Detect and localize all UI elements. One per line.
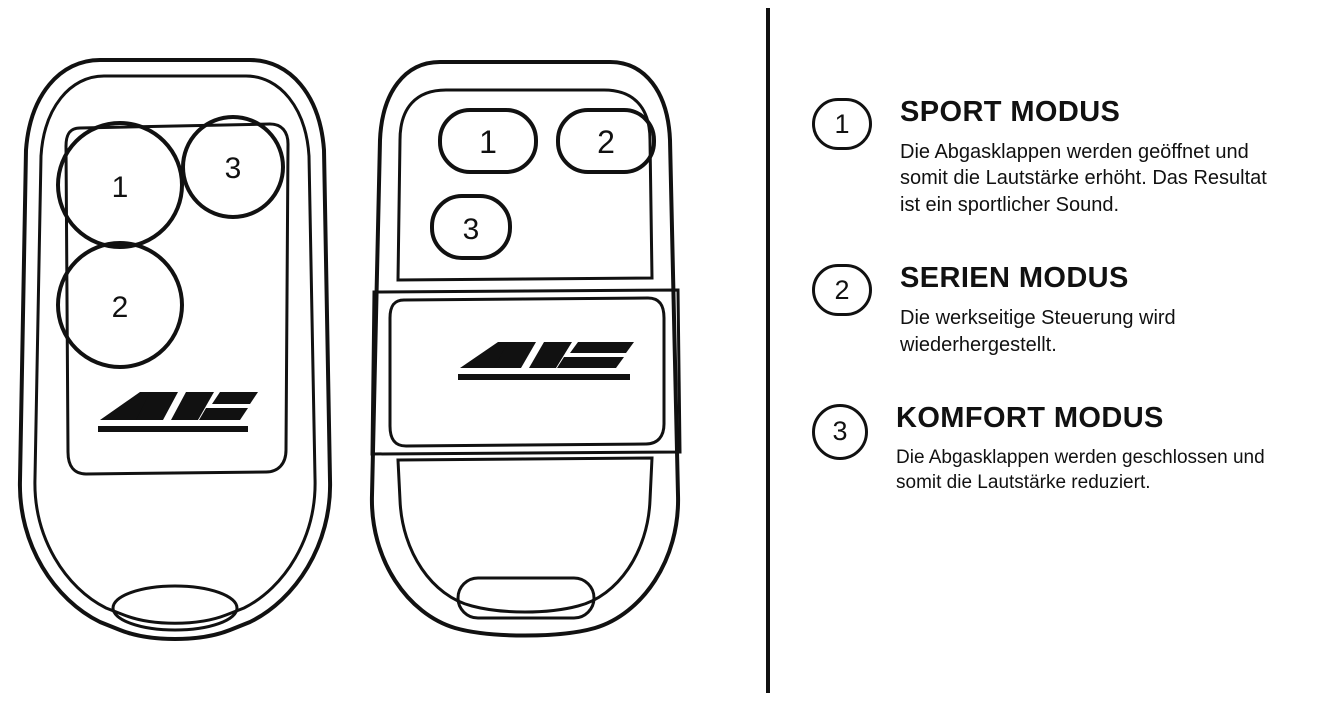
mode-legend	[812, 96, 1312, 539]
svg-text:1: 1	[111, 171, 129, 204]
svg-text:1: 1	[479, 124, 497, 160]
svg-text:3: 3	[462, 213, 480, 246]
badge-2: 2	[812, 264, 872, 316]
legend-item-serien-modus	[812, 262, 1312, 358]
badge-1: 1	[812, 98, 872, 150]
legend-item-komfort-modus	[812, 402, 1312, 495]
asr-logo-left	[98, 392, 258, 432]
legend-item-sport-modus	[812, 96, 1312, 218]
svg-text:2: 2	[111, 291, 129, 324]
legend-text-1	[900, 96, 1292, 218]
svg-text:2: 2	[597, 124, 615, 160]
legend-title-1: SPORT MODUS	[900, 96, 1121, 128]
svg-text:3: 3	[224, 152, 242, 185]
legend-text-2	[900, 262, 1292, 358]
remote-right	[372, 62, 680, 636]
legend-title-3: KOMFORT MODUS	[896, 401, 1164, 434]
legend-desc-3: Die Abgasklappen werden geschlossen und somit die Lautstärke reduziert.	[896, 446, 1265, 494]
key-fob-left	[20, 60, 330, 639]
asr-logo-right	[458, 342, 634, 380]
legend-title-2: SERIEN MODUS	[900, 262, 1129, 295]
vertical-divider	[766, 8, 770, 693]
legend-text-3	[896, 402, 1288, 495]
legend-desc-2: Die werkseitige Steuerung wird wiederhergestellt.	[900, 307, 1176, 356]
legend-desc-1: Die Abgasklappen werden geöffnet und somit die Lautstärke erhöht. Das Resultat ist ein sportlicher Sound.	[900, 141, 1267, 216]
badge-3: 3	[812, 404, 868, 460]
